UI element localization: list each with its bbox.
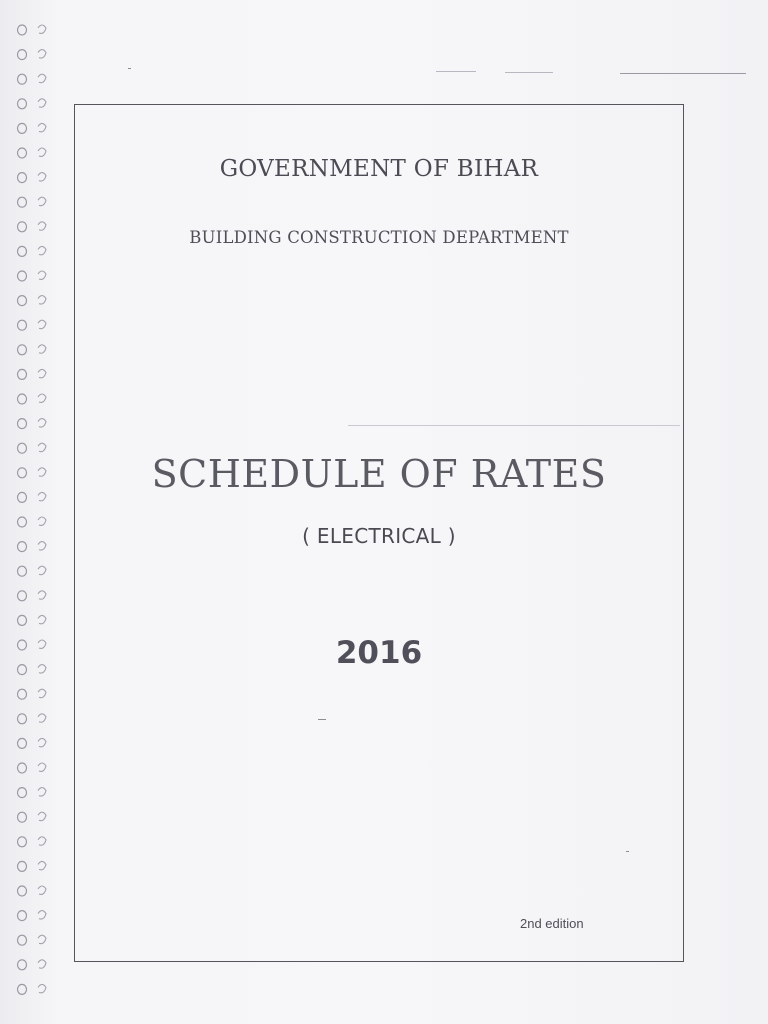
binding-hole	[18, 984, 27, 994]
binding-coil	[38, 714, 46, 722]
spiral-binding-holes-icon	[12, 18, 62, 1018]
binding-coil	[38, 886, 46, 894]
binding-hole	[18, 197, 27, 207]
binding-hole	[18, 148, 27, 158]
binding-hole	[18, 640, 27, 650]
binding-hole	[18, 886, 27, 896]
binding-coil	[38, 443, 46, 451]
binding-hole	[18, 246, 27, 256]
binding-hole	[18, 222, 27, 232]
binding-coil	[38, 591, 46, 599]
binding-hole	[18, 960, 27, 970]
binding-hole	[18, 665, 27, 675]
binding-hole	[18, 861, 27, 871]
binding-hole	[18, 99, 27, 109]
binding-coil	[38, 861, 46, 869]
binding-hole	[18, 714, 27, 724]
binding-coil	[38, 984, 46, 992]
binding-coil	[38, 173, 46, 181]
binding-coil	[38, 615, 46, 623]
binding-coil	[38, 468, 46, 476]
binding-hole	[18, 911, 27, 921]
scan-speck	[505, 72, 553, 73]
binding-hole	[18, 394, 27, 404]
binding-coil	[38, 763, 46, 771]
binding-coil	[38, 296, 46, 304]
binding-coil	[38, 566, 46, 574]
binding-hole	[18, 542, 27, 552]
binding-hole	[18, 173, 27, 183]
scan-speck	[436, 71, 476, 72]
binding-hole	[18, 566, 27, 576]
binding-coil	[38, 665, 46, 673]
binding-coil	[38, 419, 46, 427]
binding-hole	[18, 468, 27, 478]
binding-hole	[18, 419, 27, 429]
binding-hole	[18, 689, 27, 699]
binding-coil	[38, 320, 46, 328]
binding-coil	[38, 738, 46, 746]
binding-hole	[18, 50, 27, 60]
binding-coil	[38, 271, 46, 279]
binding-coil	[38, 345, 46, 353]
binding-coil	[38, 369, 46, 377]
binding-hole	[18, 296, 27, 306]
binding-hole	[18, 812, 27, 822]
binding-coil	[38, 74, 46, 82]
binding-coil	[38, 99, 46, 107]
binding-coil	[38, 50, 46, 58]
binding-hole	[18, 738, 27, 748]
binding-hole	[18, 25, 27, 35]
department-heading: BUILDING CONSTRUCTION DEPARTMENT	[189, 228, 569, 247]
binding-coil	[38, 911, 46, 919]
binding-hole	[18, 517, 27, 527]
binding-hole	[18, 837, 27, 847]
binding-hole	[18, 369, 27, 379]
binding-hole	[18, 788, 27, 798]
binding-coil	[38, 517, 46, 525]
binding-coil	[38, 222, 46, 230]
binding-hole	[18, 123, 27, 133]
binding-coil	[38, 542, 46, 550]
binding-coil	[38, 197, 46, 205]
scan-speck	[620, 73, 746, 74]
binding-hole	[18, 935, 27, 945]
document-title: SCHEDULE OF RATES	[151, 452, 607, 496]
binding-coil	[38, 788, 46, 796]
binding-hole	[18, 74, 27, 84]
binding-coil	[38, 640, 46, 648]
binding-coil	[38, 492, 46, 500]
binding-hole	[18, 763, 27, 773]
binding-coil	[38, 123, 46, 131]
binding-coil	[38, 148, 46, 156]
binding-coil	[38, 394, 46, 402]
scan-speck	[128, 68, 131, 69]
edition-label: 2nd edition	[520, 916, 584, 931]
binding-hole	[18, 345, 27, 355]
binding-coil	[38, 960, 46, 968]
organization-heading: GOVERNMENT OF BIHAR	[219, 156, 539, 182]
binding-coil	[38, 25, 46, 33]
binding-hole	[18, 271, 27, 281]
binding-coil	[38, 689, 46, 697]
binding-hole	[18, 492, 27, 502]
binding-coil	[38, 812, 46, 820]
binding-coil	[38, 935, 46, 943]
binding-coil	[38, 837, 46, 845]
binding-hole	[18, 615, 27, 625]
binding-hole	[18, 320, 27, 330]
document-year: 2016	[335, 635, 423, 671]
document-subtitle: ( ELECTRICAL )	[302, 524, 456, 548]
binding-hole	[18, 443, 27, 453]
binding-coil	[38, 246, 46, 254]
binding-hole	[18, 591, 27, 601]
